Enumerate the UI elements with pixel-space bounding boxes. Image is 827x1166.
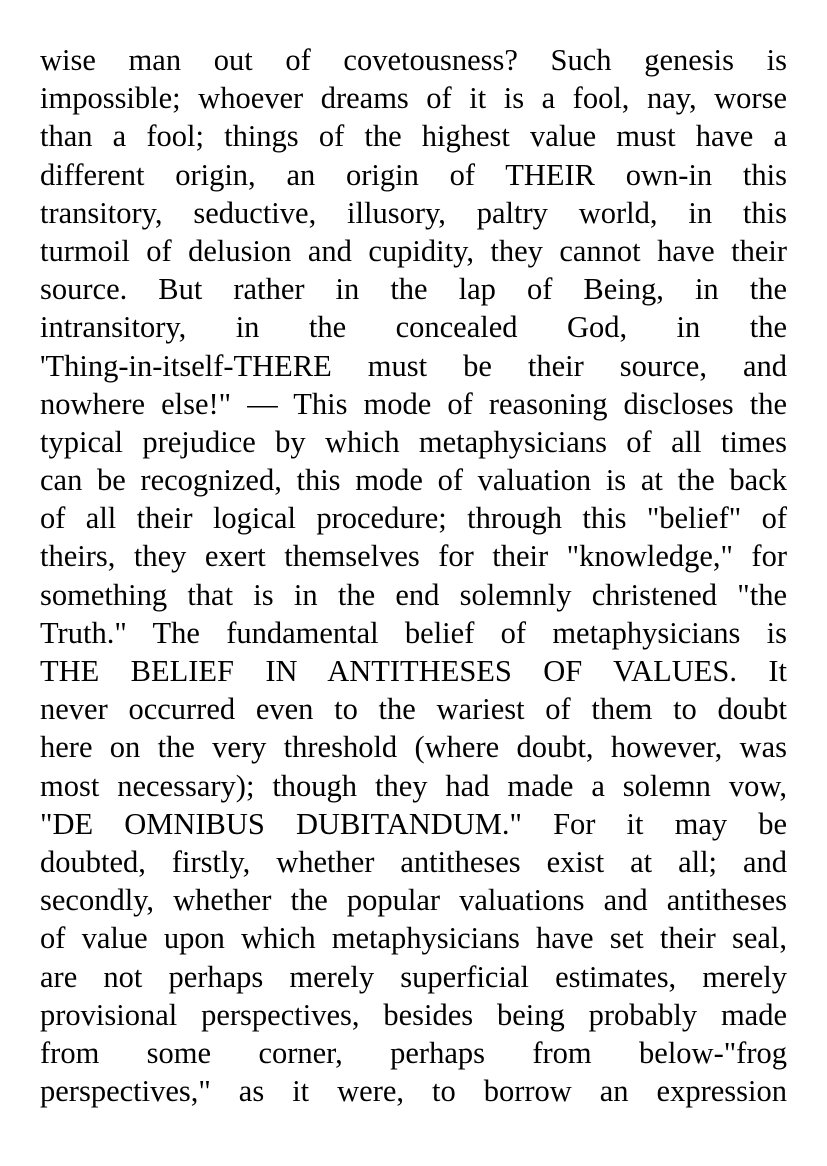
text-line: something that is in the end solemnly christened "the [40, 577, 787, 612]
text-line: "DE OMNIBUS DUBITANDUM." For it may be [40, 806, 787, 841]
text-line: theirs, they exert themselves for their "knowledge," for [40, 539, 787, 574]
text-line: of all their logical procedure; through this "belief" of [40, 501, 787, 536]
text-line: turmoil of delusion and cupidity, they cannot have their [40, 233, 787, 268]
text-line: are not perhaps merely superficial estimates, merely [40, 959, 787, 994]
text-line: 'Thing-in-itself-THERE must be their source, and [40, 348, 787, 383]
text-line: secondly, whether the popular valuations and antitheses [40, 883, 787, 918]
text-line: can be recognized, this mode of valuation is at the back [40, 463, 787, 498]
text-line: doubted, firstly, whether antitheses exist at all; and [40, 844, 787, 879]
text-line: never occurred even to the wariest of them to doubt [40, 692, 787, 727]
text-line: nowhere else!" — This mode of reasoning discloses the [40, 386, 787, 421]
text-line: different origin, an origin of THEIR own-in this [40, 157, 787, 192]
text-line: of value upon which metaphysicians have set their seal, [40, 921, 787, 956]
text-line: perspectives," as it were, to borrow an expression [40, 1074, 787, 1109]
text-line: than a fool; things of the highest value must have a [40, 119, 787, 154]
text-line: here on the very threshold (where doubt, however, was [40, 730, 787, 765]
text-line: typical prejudice by which metaphysicians of all times [40, 424, 787, 459]
text-line: source. But rather in the lap of Being, in the [40, 272, 787, 307]
text-line: impossible; whoever dreams of it is a fool, nay, worse [40, 81, 787, 116]
text-line: provisional perspectives, besides being probably made [40, 997, 787, 1032]
body-text [40, 41, 787, 1110]
text-line: from some corner, perhaps from below-"frog [40, 1035, 787, 1070]
text-line: transitory, seductive, illusory, paltry world, in this [40, 195, 787, 230]
text-line: intransitory, in the concealed God, in the [40, 310, 787, 345]
text-line: THE BELIEF IN ANTITHESES OF VALUES. It [40, 654, 787, 688]
text-line: Truth." The fundamental belief of metaphysicians is [40, 615, 787, 650]
text-line: most necessary); though they had made a solemn vow, [40, 768, 787, 803]
text-line: wise man out of covetousness? Such genesis is [40, 43, 787, 77]
